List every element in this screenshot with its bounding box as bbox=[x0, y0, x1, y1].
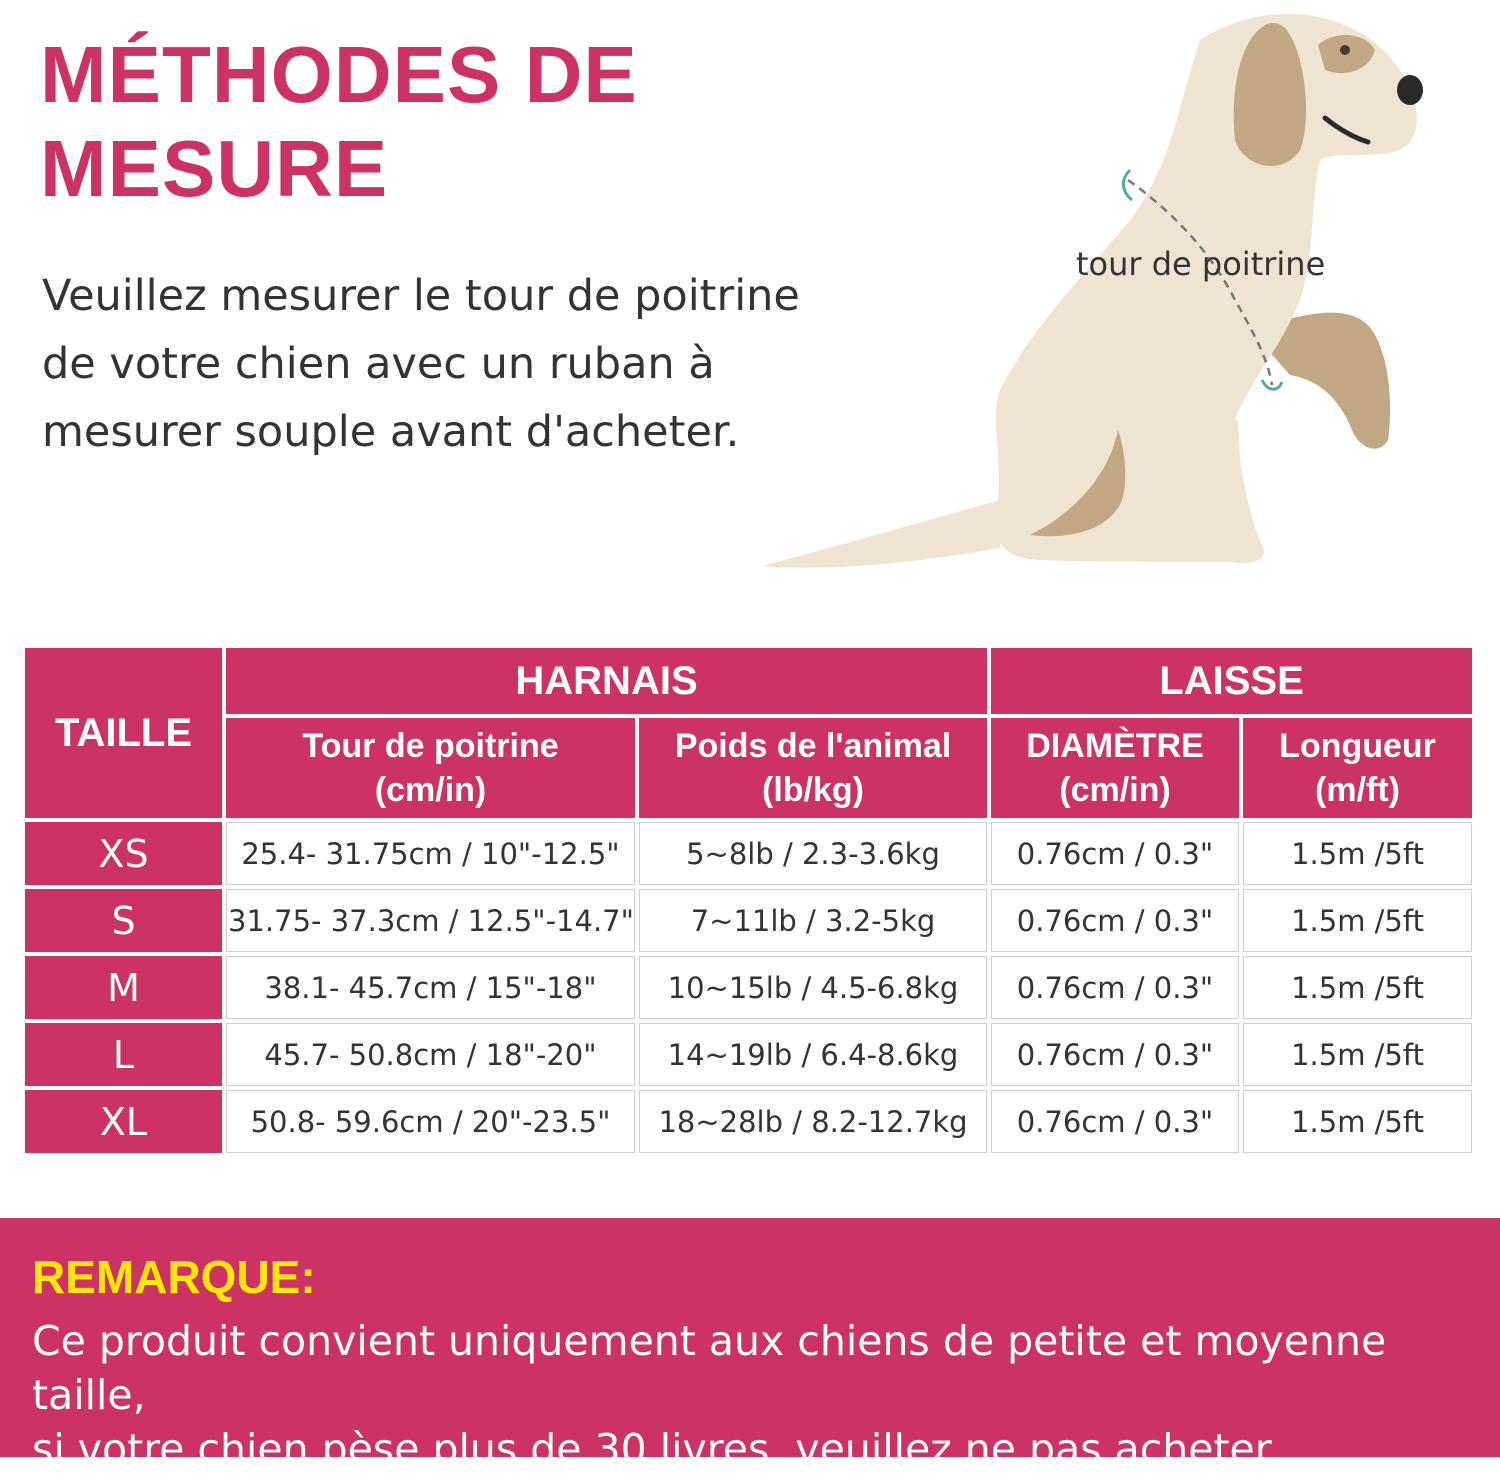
chest-value: 31.75- 37.3cm / 12.5"-14.7" bbox=[226, 889, 635, 952]
table-row bbox=[25, 1090, 1472, 1153]
dog-illustration bbox=[745, 0, 1500, 600]
size-label: XL bbox=[25, 1090, 222, 1153]
weight-value: 7~11lb / 3.2-5kg bbox=[639, 889, 987, 952]
note-text bbox=[32, 1314, 1472, 1476]
note-line-2: si votre chien pèse plus de 30 livres, veuillez ne pas acheter bbox=[32, 1425, 1272, 1473]
dog-tail bbox=[762, 500, 1000, 568]
size-chart-table bbox=[21, 644, 1476, 1157]
harness-group-header: HARNAIS bbox=[226, 648, 987, 714]
chest-value: 45.7- 50.8cm / 18"-20" bbox=[226, 1023, 635, 1086]
leash-group-header: LAISSE bbox=[991, 648, 1472, 714]
length-value: 1.5m /5ft bbox=[1243, 956, 1472, 1019]
length-value: 1.5m /5ft bbox=[1243, 1023, 1472, 1086]
dog-eye bbox=[1340, 45, 1350, 55]
chest-value: 50.8- 59.6cm / 20"-23.5" bbox=[226, 1090, 635, 1153]
table-row bbox=[25, 1023, 1472, 1086]
table-row bbox=[25, 889, 1472, 952]
column-header-diameter: DIAMÈTRE (cm/in) bbox=[991, 718, 1239, 818]
column-header-chest: Tour de poitrine (cm/in) bbox=[226, 718, 635, 818]
weight-value: 5~8lb / 2.3-3.6kg bbox=[639, 822, 987, 885]
diameter-value: 0.76cm / 0.3" bbox=[991, 956, 1239, 1019]
note-banner bbox=[0, 1218, 1500, 1473]
column-header-length: Longueur (m/ft) bbox=[1243, 718, 1472, 818]
size-label: XS bbox=[25, 822, 222, 885]
size-label: L bbox=[25, 1023, 222, 1086]
length-value: 1.5m /5ft bbox=[1243, 822, 1472, 885]
size-header: TAILLE bbox=[25, 648, 222, 818]
table-row bbox=[25, 956, 1472, 1019]
diameter-value: 0.76cm / 0.3" bbox=[991, 889, 1239, 952]
page-title bbox=[40, 28, 638, 216]
chest-value: 25.4- 31.75cm / 10"-12.5" bbox=[226, 822, 635, 885]
diameter-value: 0.76cm / 0.3" bbox=[991, 1090, 1239, 1153]
intro-text: Veuillez mesurer le tour de poitrine de votre chien avec un ruban à mesurer souple avant d'acheter. bbox=[42, 271, 800, 457]
diameter-value: 0.76cm / 0.3" bbox=[991, 822, 1239, 885]
size-label: S bbox=[25, 889, 222, 952]
note-title: REMARQUE: bbox=[32, 1251, 316, 1303]
measure-arrow-top bbox=[1123, 170, 1132, 200]
length-value: 1.5m /5ft bbox=[1243, 889, 1472, 952]
weight-value: 10~15lb / 4.5-6.8kg bbox=[639, 956, 987, 1019]
title-line-1: MÉTHODES DE bbox=[40, 30, 638, 119]
weight-value: 14~19lb / 6.4-8.6kg bbox=[639, 1023, 987, 1086]
chest-value: 38.1- 45.7cm / 15"-18" bbox=[226, 956, 635, 1019]
length-value: 1.5m /5ft bbox=[1243, 1090, 1472, 1153]
dog-nose bbox=[1397, 75, 1423, 105]
diameter-value: 0.76cm / 0.3" bbox=[991, 1023, 1239, 1086]
dog-chest-label: tour de poitrine bbox=[1076, 245, 1326, 283]
size-label: M bbox=[25, 956, 222, 1019]
column-header-weight: Poids de l'animal (lb/kg) bbox=[639, 718, 987, 818]
table-row bbox=[25, 822, 1472, 885]
weight-value: 18~28lb / 8.2-12.7kg bbox=[639, 1090, 987, 1153]
title-line-2: MESURE bbox=[40, 124, 389, 213]
note-line-1: Ce produit convient uniquement aux chiens de petite et moyenne taille, bbox=[32, 1317, 1387, 1419]
